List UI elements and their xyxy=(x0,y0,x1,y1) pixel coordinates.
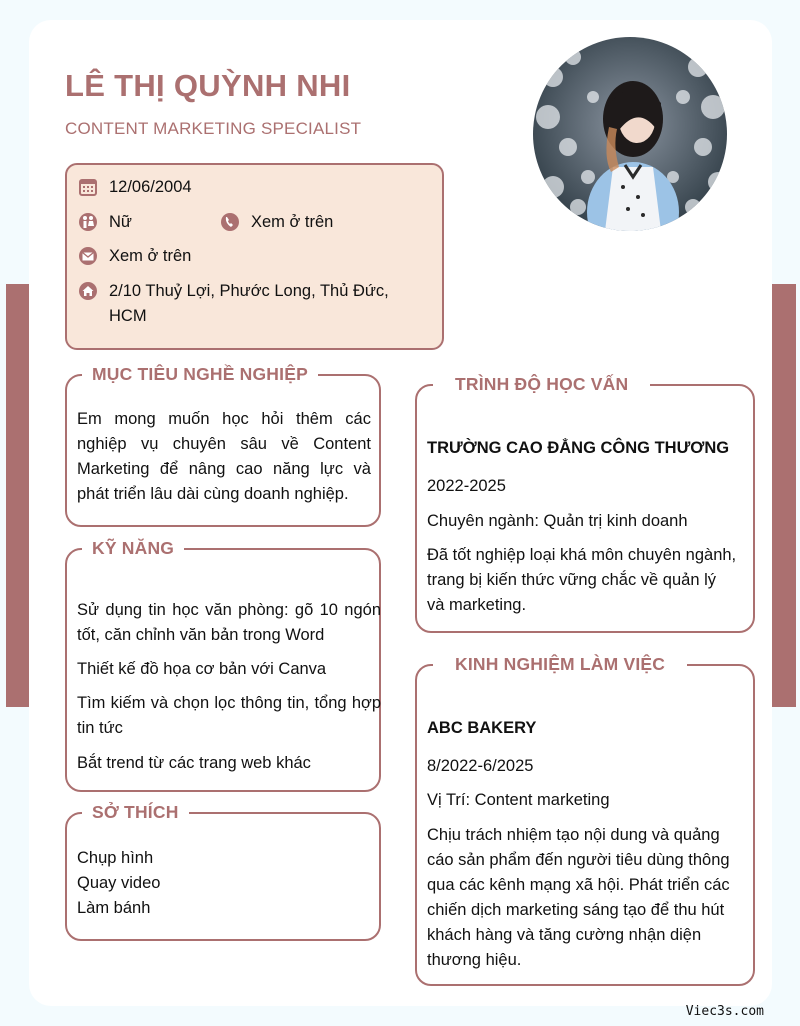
objective-title: MỤC TIÊU NGHỀ NGHIỆP xyxy=(82,362,318,386)
birthday-row xyxy=(78,175,192,200)
education-title: TRÌNH ĐỘ HỌC VẤN xyxy=(433,372,650,396)
objective-text: Em mong muốn học hỏi thêm các nghiệp vụ chuyên sâu về Content Marketing để nâng cao năng lực và phát triển lâu dài cùng doanh nghiệp. xyxy=(77,410,371,503)
left-accent-band xyxy=(6,284,30,707)
experience-section xyxy=(415,654,755,986)
home-icon xyxy=(78,281,98,301)
contact-info-box xyxy=(65,163,444,350)
education-period: 2022-2025 xyxy=(427,477,506,495)
email-value: Xem ở trên xyxy=(109,247,192,265)
skills-title: KỸ NĂNG xyxy=(82,536,184,560)
gender-icon xyxy=(78,212,98,232)
skill-item-1: Sử dụng tin học văn phòng: gõ 10 ngón tốt, căn chỉnh văn bản trong Word xyxy=(77,601,381,644)
hobbies-list xyxy=(77,846,160,921)
birthday-value: 12/06/2004 xyxy=(109,178,192,196)
education-description: Đã tốt nghiệp loại khá môn chuyên ngành, trang bị kiến thức vững chắc về quản lý và marketing. xyxy=(427,546,737,614)
phone-value: Xem ở trên xyxy=(251,213,334,231)
right-accent-band xyxy=(772,284,796,707)
candidate-role: CONTENT MARKETING SPECIALIST xyxy=(65,119,362,138)
experience-title: KINH NGHIỆM LÀM VIỆC xyxy=(433,652,687,676)
skill-item-4: Bắt trend từ các trang web khác xyxy=(77,754,311,772)
skills-section xyxy=(65,538,381,792)
objective-section xyxy=(65,364,381,527)
education-school: TRƯỜNG CAO ĐẲNG CÔNG THƯƠNG xyxy=(427,439,730,457)
address-value xyxy=(109,279,389,329)
education-major: Chuyên ngành: Quản trị kinh doanh xyxy=(427,512,688,530)
gender-value: Nữ xyxy=(109,213,132,231)
email-row xyxy=(78,244,191,269)
calendar-icon xyxy=(78,177,98,197)
phone-icon xyxy=(220,212,240,232)
skill-item-3: Tìm kiếm và chọn lọc thông tin, tổng hợp tin tức xyxy=(77,694,381,737)
watermark: Viec3s.com xyxy=(685,1004,764,1019)
hobby-item-3: Làm bánh xyxy=(77,899,151,917)
hobbies-section xyxy=(65,802,381,941)
experience-period: 8/2022-6/2025 xyxy=(427,757,534,775)
skill-item-2: Thiết kế đồ họa cơ bản với Canva xyxy=(77,660,327,678)
experience-company: ABC BAKERY xyxy=(427,719,537,737)
address-row xyxy=(78,279,418,329)
avatar xyxy=(533,37,727,231)
hobbies-title: SỞ THÍCH xyxy=(82,800,189,824)
address-line-2: HCM xyxy=(109,307,147,325)
address-line-1: 2/10 Thuỷ Lợi, Phước Long, Thủ Đức, xyxy=(109,282,389,300)
education-section xyxy=(415,374,755,633)
hobby-item-1: Chụp hình xyxy=(77,849,154,867)
experience-position: Vị Trí: Content marketing xyxy=(427,791,610,809)
experience-description: Chịu trách nhiệm tạo nội dung và quảng cáo sản phẩm đến người tiêu dùng thông qua các kênh mạng xã hội. Phát triển các chiến dịch marketing sáng tạo để thu hút khách hàng và tăng cường nhận diện thương hiệu. xyxy=(427,826,730,969)
mail-icon xyxy=(78,246,98,266)
gender-row xyxy=(78,210,132,235)
hobby-item-2: Quay video xyxy=(77,874,161,892)
candidate-name: LÊ THỊ QUỲNH NHI xyxy=(65,68,351,103)
phone-row xyxy=(220,210,333,235)
